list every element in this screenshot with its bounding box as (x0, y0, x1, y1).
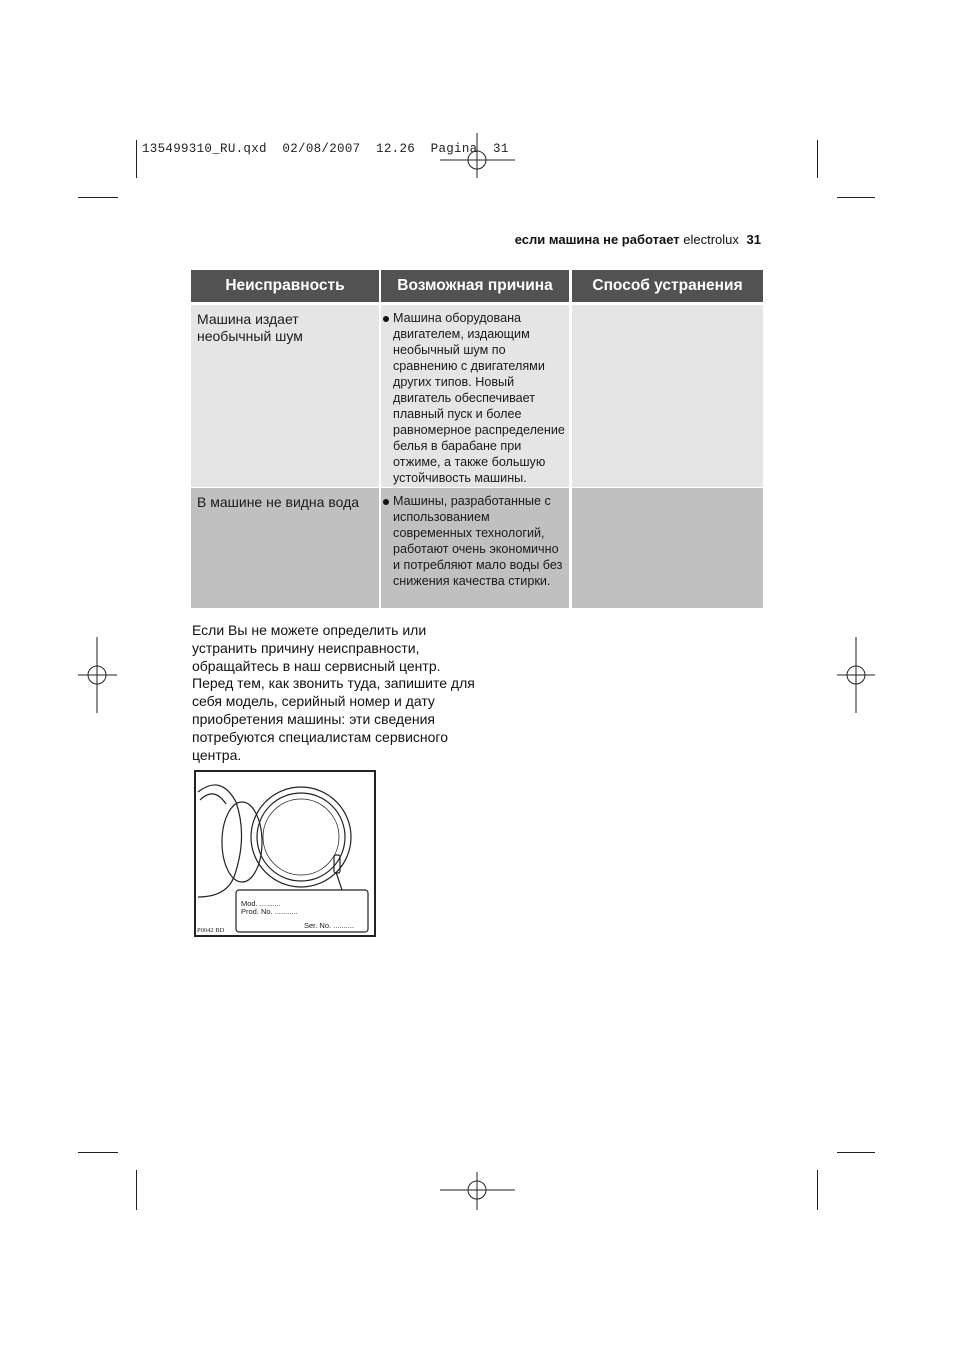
section-title: если машина не работает (514, 232, 680, 247)
column-header-fault: Неисправность (191, 270, 379, 302)
table-row-1-cause (381, 305, 569, 487)
page-number: 31 (746, 232, 761, 247)
mod-label: Mod. .......... (241, 899, 281, 908)
table-row-2-cause (381, 488, 569, 608)
print-slug: 135499310_RU.qxd 02/08/2007 12.26 Pagina 31 (142, 142, 509, 156)
ser-label: Ser. No. .......... (304, 921, 355, 930)
figure-code: P0042 BD (197, 927, 225, 934)
fault-text: Машина издает необычный шум (197, 311, 303, 344)
table-row-1-fault (191, 305, 379, 487)
bullet-icon (383, 316, 389, 322)
column-header-cause: Возможная причина (381, 270, 569, 302)
service-advice-paragraph: Если Вы не можете определить или устранить причину неисправности, обращайтесь в наш сервисный центр. Перед тем, как звонить туда, запишите для себя модель, серийный номер и дату приобретения машины: эти сведения потребуются специалистам сервисного центра. (192, 622, 475, 763)
table-row-1-remedy (572, 305, 763, 487)
fault-text: В машине не видна вода (197, 494, 360, 510)
table-row-2-fault (191, 488, 379, 608)
running-header (515, 232, 761, 247)
column-header-remedy: Способ устранения (572, 270, 763, 302)
prod-label: Prod. No. ........... (241, 907, 298, 916)
cause-text: Машина оборудована двигателем, издающим необычный шум по сравнению с двигателями других типов. Новый двигатель обеспечивает плавный пуск и более равномерное распределение белья в барабане при отжиме, а также большую устойчивость машины. (393, 311, 565, 485)
cause-text: Машины, разработанные с использованием современных технологий, работают очень экономично и потребляют мало воды без снижения качества стирки. (393, 494, 563, 588)
rating-plate-figure (194, 770, 376, 937)
bullet-icon (383, 499, 389, 505)
washing-machine-door-icon (196, 772, 374, 935)
table-row-2-remedy (572, 488, 763, 608)
brand-name: electrolux (683, 232, 739, 247)
